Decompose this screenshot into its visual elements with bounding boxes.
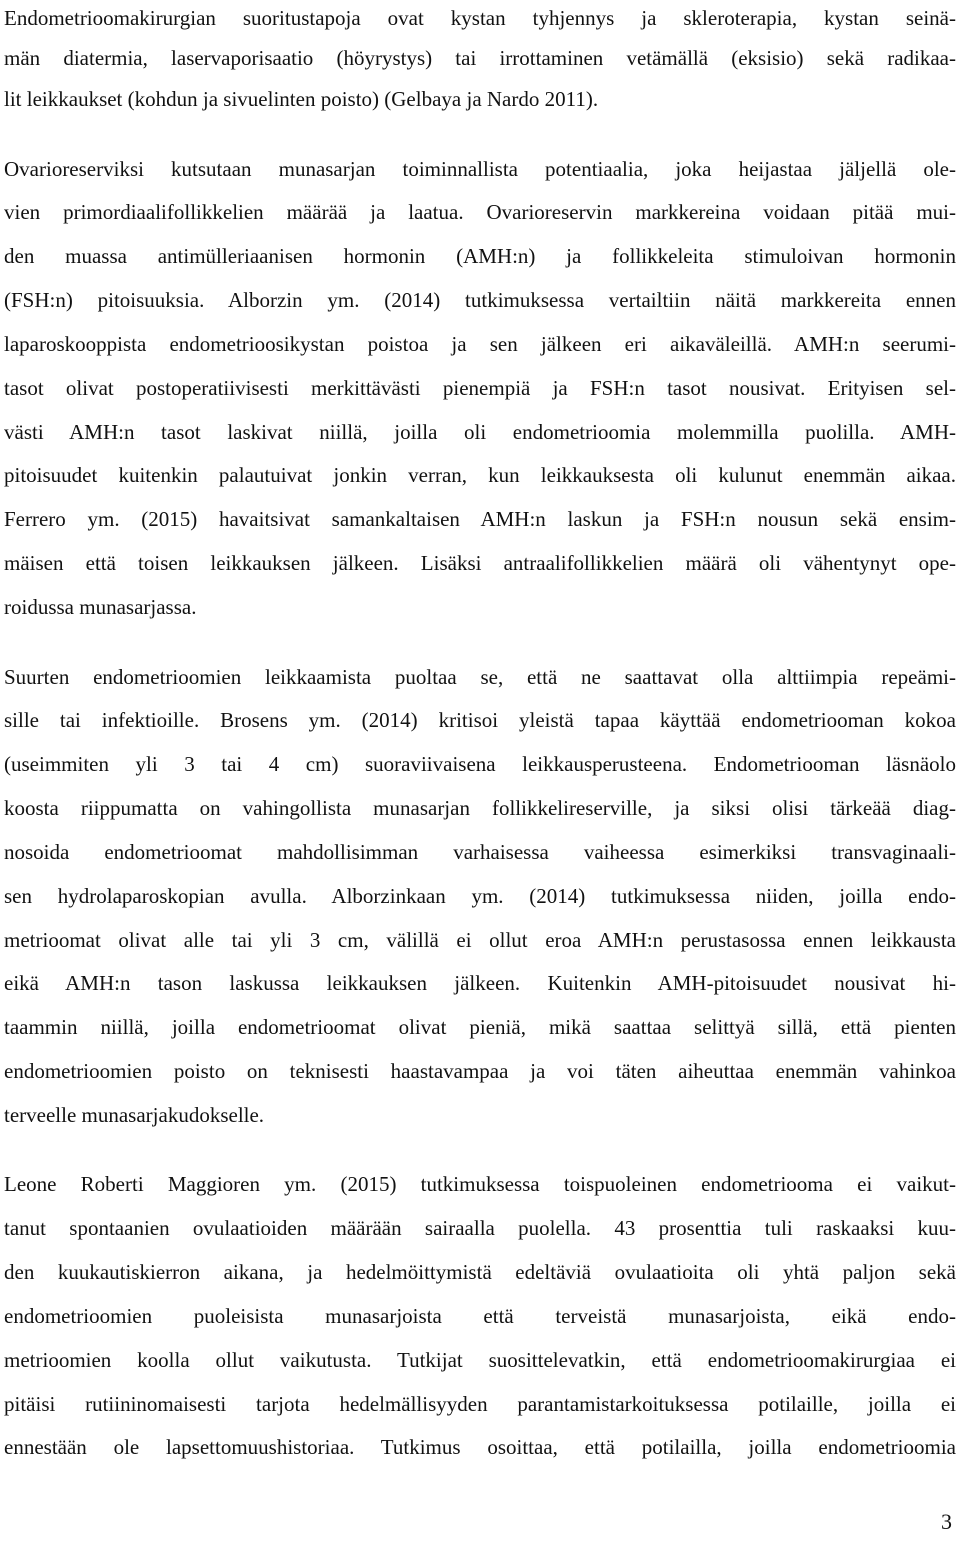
text-line: laparoskooppista endometrioosikystan poistoa ja sen jälkeen eri aikaväleillä. AMH:n seerumi- — [4, 332, 956, 356]
text-line: sen hydrolaparoskopian avulla. Alborzinkaan ym. (2014) tutkimuksessa niiden, joilla endo- — [4, 884, 956, 908]
text-line: metrioomien koolla ollut vaikutusta. Tutkijat suosittelevatkin, että endometrioomakirurgiaa ei — [4, 1348, 956, 1372]
text-line: Ferrero ym. (2015) havaitsivat samankaltaisen AMH:n laskun ja FSH:n nousun sekä ensim- — [4, 507, 956, 531]
text-line: roidussa munasarjassa. — [4, 595, 197, 619]
text-line: västi AMH:n tasot laskivat niillä, joilla oli endometrioomia molemmilla puolilla. AMH- — [4, 420, 956, 444]
text-line: Leone Roberti Maggioren ym. (2015) tutkimuksessa toispuoleinen endometriooma ei vaikut- — [4, 1172, 956, 1196]
text-line: pitäisi rutiininomaisesti tarjota hedelmällisyyden parantamistarkoituksessa potilaille, joilla ei — [4, 1392, 956, 1416]
text-line: lit leikkaukset (kohdun ja sivuelinten poisto) (Gelbaya ja Nardo 2011). — [4, 87, 599, 111]
text-line: metrioomat olivat alle tai yli 3 cm, välillä ei ollut eroa AMH:n perustasossa ennen leikkausta — [4, 928, 956, 952]
text-line: vien primordiaalifollikkelien määrää ja laatua. Ovarioreservin markkereina voidaan pitää mui- — [4, 200, 956, 224]
text-line: endometrioomien poisto on teknisesti haastavampaa ja voi täten aiheuttaa enemmän vahinkoa — [4, 1059, 956, 1083]
text-line: eikä AMH:n tason laskussa leikkauksen jälkeen. Kuitenkin AMH-pitoisuudet nousivat hi- — [4, 971, 956, 995]
text-line: tanut spontaanien ovulaatioiden määrään sairaalla puolella. 43 prosenttia tuli raskaaksi kuu- — [4, 1216, 956, 1240]
text-line: endometrioomien puoleisista munasarjoista että terveistä munasarjoista, eikä endo- — [4, 1304, 956, 1328]
text-line: Endometrioomakirurgian suoritustapoja ovat kystan tyhjennys ja skleroterapia, kystan seinä- — [4, 6, 956, 30]
text-line: mäisen että toisen leikkauksen jälkeen. Lisäksi antraalifollikkelien määrä oli vähentynyt ope- — [4, 551, 956, 575]
text-line: män diatermia, laservaporisaatio (höyrystys) tai irrottaminen vetämällä (eksisio) sekä radikaa- — [4, 46, 956, 70]
text-line: (FSH:n) pitoisuuksia. Alborzin ym. (2014) tutkimuksessa vertailtiin näitä markkereita ennen — [4, 288, 956, 312]
text-line: ennestään ole lapsettomuushistoriaa. Tutkimus osoittaa, että potilailla, joilla endometrioomia — [4, 1435, 956, 1459]
text-line: pitoisuudet kuitenkin palautuivat jonkin verran, kun leikkauksesta oli kulunut enemmän aikaa. — [4, 463, 956, 487]
text-line: den kuukautiskierron aikana, ja hedelmöittymistä edeltäviä ovulaatioita oli yhtä paljon sekä — [4, 1260, 956, 1284]
text-line: Ovarioreserviksi kutsutaan munasarjan toiminnallista potentiaalia, joka heijastaa jäljellä ole- — [4, 157, 956, 181]
page-number: 3 — [941, 1509, 952, 1534]
text-line: terveelle munasarjakudokselle. — [4, 1103, 265, 1127]
text-line: tasot olivat postoperatiivisesti merkittävästi pienempiä ja FSH:n tasot nousivat. Erityisen sel- — [4, 376, 956, 400]
text-line: Suurten endometrioomien leikkaamista puoltaa se, että ne saattavat olla alttiimpia repeämi- — [4, 665, 956, 689]
text-line: den muassa antimülleriaanisen hormonin (AMH:n) ja follikkeleita stimuloivan hormonin — [4, 244, 956, 268]
text-line: nosoida endometrioomat mahdollisimman varhaisessa vaiheessa esimerkiksi transvaginaali- — [4, 840, 956, 864]
text-line: taammin niillä, joilla endometrioomat olivat pieniä, mikä saattaa selittyä sillä, että pienten — [4, 1015, 956, 1039]
text-line: (useimmiten yli 3 tai 4 cm) suoraviivaisena leikkausperusteena. Endometriooman läsnäolo — [4, 752, 956, 776]
text-line: sille tai infektioille. Brosens ym. (2014) kritisoi yleistä tapaa käyttää endometriooman kokoa — [4, 708, 956, 732]
text-line: koosta riippumatta on vahingollista munasarjan follikkelireserville, ja siksi olisi tärkeää diag- — [4, 796, 956, 820]
